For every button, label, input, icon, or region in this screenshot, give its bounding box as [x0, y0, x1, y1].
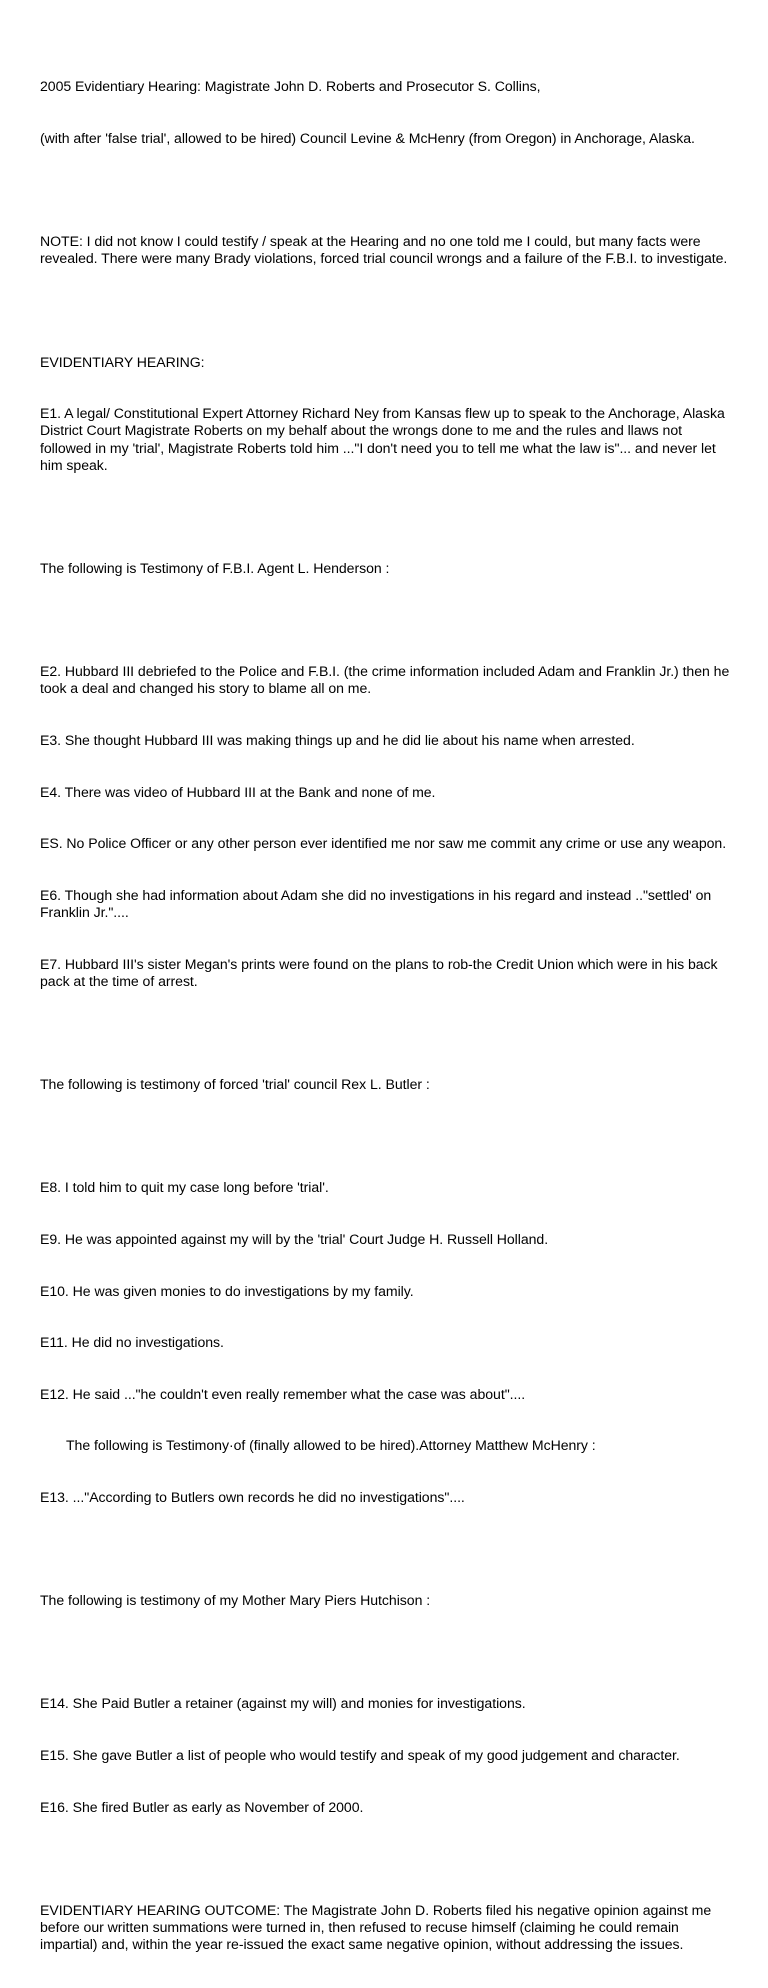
item-e6: E6. Though she had information about Adam she did no investigations in his regard and instead .."settled' on Franklin Jr."....	[40, 886, 716, 921]
item-e3: E3. She thought Hubbard III was making things up and he did lie about his name when arrested.	[40, 732, 635, 749]
item-e2: E2. Hubbard III debriefed to the Police and F.B.I. (the crime information included Adam and Franklin Jr.) then he took a deal and changed his story to blame all on me.	[40, 663, 734, 697]
item-e8: E8. I told him to quit my case long before 'trial'.	[40, 1179, 329, 1196]
document-text-body	[40, 44, 732, 1988]
butler-items-block	[40, 1145, 732, 1541]
mother-heading-block	[40, 1558, 732, 1644]
butler-testimony-heading: The following is testimony of forced 'trial' council Rex L. Butler :	[40, 1076, 430, 1093]
item-e14: E14. She Paid Butler a retainer (against my will) and monies for investigations.	[40, 1695, 526, 1712]
item-e15: E15. She gave Butler a list of people who would testify and speak of my good judgement and character.	[40, 1746, 680, 1763]
evidentiary-hearing-heading: EVIDENTIARY HEARING:	[40, 353, 205, 370]
item-e4: E4. There was video of Hubbard III at the Bank and none of me.	[40, 783, 436, 800]
mchenry-testimony-heading: The following is Testimony·of (finally allowed to be hired).Attorney Matthew McHenry :	[66, 1437, 596, 1454]
henderson-testimony-heading: The following is Testimony of F.B.I. Agent L. Henderson :	[40, 560, 390, 577]
butler-heading-block	[40, 1042, 732, 1128]
henderson-heading-block	[40, 526, 732, 612]
evidentiary-hearing-block	[40, 319, 732, 508]
item-e13: E13. ..."According to Butlers own records he did no investigations"....	[40, 1488, 465, 1505]
item-e5: ES. No Police Officer or any other person ever identified me nor saw me commit any crime or use any weapon.	[40, 835, 727, 852]
title-line-1: 2005 Evidentiary Hearing: Magistrate John D. Roberts and Prosecutor S. Collins,	[40, 78, 541, 95]
outcome-block	[40, 1867, 732, 1987]
item-e7: E7. Hubbard III's sister Megan's prints were found on the plans to rob-the Credit Union which were in his back pack at the time of arrest.	[40, 955, 722, 989]
mother-testimony-heading: The following is testimony of my Mother Mary Piers Hutchison :	[40, 1592, 431, 1609]
note-paragraph: NOTE: I did not know I could testify / speak at the Hearing and no one told me I could, but many facts were revealed. There were many Brady violations, forced trial council wrongs and a failure of the F.B.I. to investigate.	[40, 233, 728, 267]
item-e9: E9. He was appointed against my will by the 'trial' Court Judge H. Russell Holland.	[40, 1230, 549, 1247]
outcome-paragraph: EVIDENTIARY HEARING OUTCOME: The Magistrate John D. Roberts filed his negative opinion against me before our written summations were turned in, then refused to recuse himself (claiming he could remain impartial) and, within the year re-issued the exact same negative opinion, without addressing the issues.	[40, 1901, 716, 1953]
item-e10: E10. He was given monies to do investigations by my family.	[40, 1282, 414, 1299]
mother-items-block	[40, 1661, 732, 1850]
item-e11: E11. He did no investigations.	[40, 1334, 224, 1351]
henderson-items-block	[40, 629, 732, 1025]
item-e1: E1. A legal/ Constitutional Expert Attorney Richard Ney from Kansas flew up to speak to the Anchorage, Alaska District Court Magistrate Roberts on my behalf about the wrongs done to me and the rules and llaws not followed in my 'trial', Magistrate Roberts told him ..."I don't need you to tell me what the law is"... and never let him speak.	[40, 405, 729, 473]
item-e12: E12. He said ..."he couldn't even really remember what the case was about"....	[40, 1385, 526, 1402]
note-block	[40, 199, 732, 302]
item-e16: E16. She fired Butler as early as November of 2000.	[40, 1798, 364, 1815]
title-block	[40, 44, 732, 182]
title-line-2: (with after 'false trial', allowed to be hired) Council Levine & McHenry (from Oregon) in Anchorage, Alaska.	[40, 130, 695, 147]
